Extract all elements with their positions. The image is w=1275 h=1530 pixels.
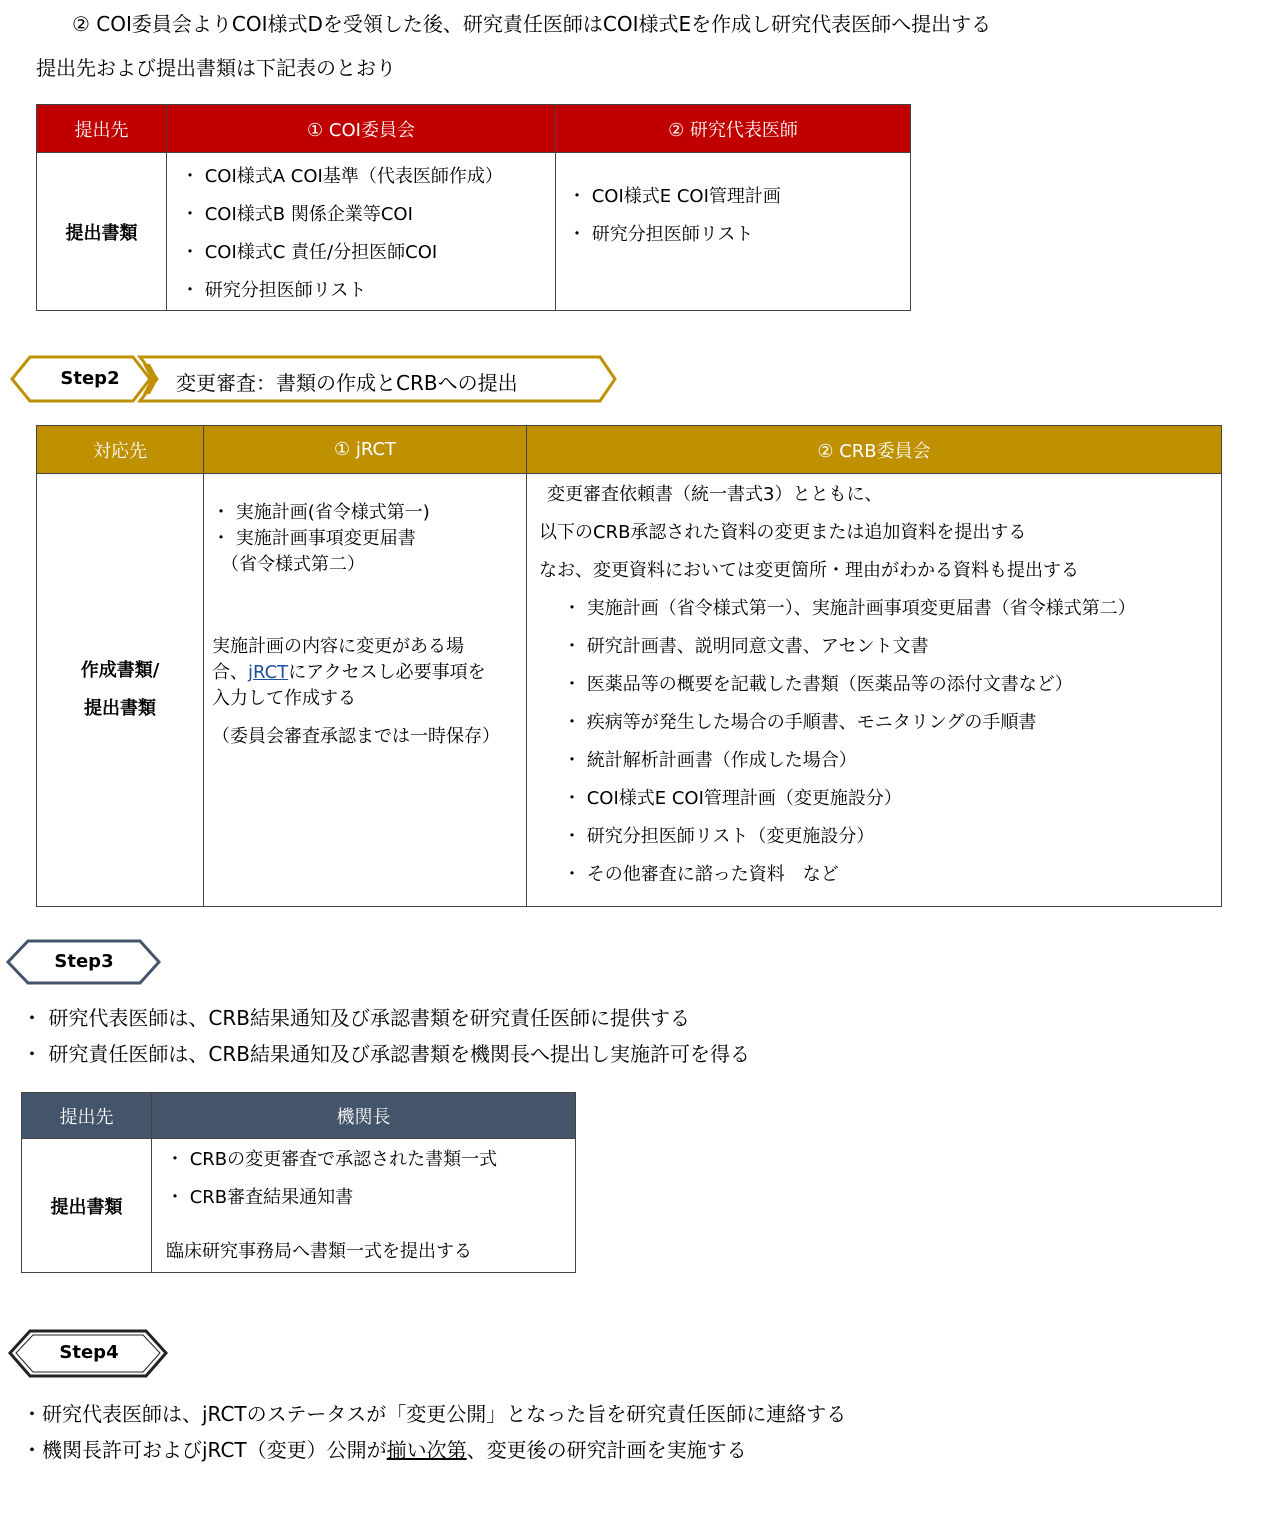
head-header-destination: 提出先: [22, 1093, 152, 1139]
list-item: ・ 実施計画事項変更届書: [212, 528, 416, 549]
crb-docs: [527, 474, 1222, 907]
list-item: ・ COI様式E COI管理計画: [568, 186, 781, 207]
coi-header-committee: ① COI委員会: [167, 105, 556, 153]
crb-intro-3: なお、変更資料においては変更箇所・理由がわかる資料も提出する: [539, 560, 1079, 581]
list-item: ・ 研究分担医師リスト: [181, 280, 367, 301]
jrct-note-2b: にアクセスし必要事項を: [288, 662, 486, 683]
list-item: （省令様式第二）: [212, 554, 365, 575]
list-item: ・ COI様式C 責任/分担医師COI: [181, 242, 438, 263]
crb-row-label: [37, 474, 204, 907]
list-item: ・ 疾病等が発生した場合の手順書、モニタリングの手順書: [563, 712, 1037, 733]
list-item: ・ COI様式B 関係企業等COI: [181, 204, 413, 225]
jrct-note-2: [212, 660, 526, 686]
step4-line-2-underlined: 揃い次第: [386, 1438, 467, 1462]
list-item: ・ 研究分担医師リスト（変更施設分）: [563, 826, 875, 847]
coi-header-destination: 提出先: [37, 105, 167, 153]
head-row-label: 提出書類: [22, 1139, 152, 1273]
list-item: ・ COI様式E COI管理計画（変更施設分）: [563, 788, 902, 809]
head-docs: [152, 1139, 576, 1273]
intro-line-1: ② COI委員会よりCOI様式Dを受領した後、研究責任医師はCOI様式Eを作成し研究代表医師へ提出する: [72, 12, 992, 36]
coi-committee-docs: [167, 153, 556, 311]
list-item: ・ COI様式A COI基準（代表医師作成）: [181, 166, 503, 187]
list-item: ・ 実施計画(省令様式第一): [212, 502, 430, 523]
coi-row-label: 提出書類: [37, 153, 167, 311]
step3-badge: Step3: [54, 951, 114, 972]
step4-line-2b: 、変更後の研究計画を実施する: [466, 1438, 747, 1462]
crb-intro-1: 変更審査依頼書（統一書式3）とともに、: [547, 484, 883, 505]
list-item: ・ CRB審査結果通知書: [166, 1187, 354, 1208]
crb-row-label-1: 作成書類/: [80, 660, 160, 681]
head-header-head: 機関長: [152, 1093, 576, 1139]
head-submission-table: [21, 1092, 576, 1273]
jrct-note-3: 入力して作成する: [212, 688, 356, 709]
step3-bullet-2: ・ 研究責任医師は、CRB結果通知及び承認書類を機関長へ提出し実施許可を得る: [22, 1042, 750, 1066]
crb-header-crb: ② CRB委員会: [527, 426, 1222, 474]
coi-submission-table: [36, 104, 911, 311]
jrct-docs: [204, 474, 527, 907]
head-note: 臨床研究事務局へ書類一式を提出する: [166, 1241, 472, 1262]
step4-line-2: [22, 1434, 747, 1463]
crb-row-label-2: 提出書類: [84, 698, 156, 719]
jrct-note-1: 実施計画の内容に変更がある場: [212, 636, 464, 657]
list-item: ・ その他審査に諮った資料 など: [563, 864, 839, 885]
step4-line-2a: ・機関長許可およびjRCT（変更）公開が: [22, 1438, 387, 1462]
list-item: ・ 研究計画書、説明同意文書、アセント文書: [563, 636, 929, 657]
coi-pi-docs: [556, 153, 911, 311]
list-item: ・ 医薬品等の概要を記載した書類（医薬品等の添付文書など）: [563, 674, 1073, 695]
list-item: ・ 実施計画（省令様式第一）、実施計画事項変更届書（省令様式第二）: [563, 598, 1136, 619]
jrct-link[interactable]: jRCT: [248, 662, 289, 683]
jrct-note-2a: 合、: [212, 662, 248, 683]
coi-header-pi: ② 研究代表医師: [556, 105, 911, 153]
jrct-note-4: （委員会審査承認までは一時保存）: [212, 726, 500, 747]
step2-badge: Step2: [60, 368, 120, 389]
step3-bullet-1: ・ 研究代表医師は、CRB結果通知及び承認書類を研究責任医師に提供する: [22, 1006, 690, 1030]
crb-submission-table: [36, 425, 1222, 907]
step2-title: 変更審査：書類の作成とCRBへの提出: [176, 371, 518, 395]
list-item: ・ CRBの変更審査で承認された書類一式: [166, 1149, 498, 1170]
intro-line-2: 提出先および提出書類は下記表のとおり: [36, 56, 396, 80]
list-item: ・ 研究分担医師リスト: [568, 224, 754, 245]
crb-header-jrct: ① jRCT: [204, 426, 527, 474]
crb-header-target: 対応先: [37, 426, 204, 474]
step4-badge: Step4: [59, 1342, 119, 1363]
crb-intro-2: 以下のCRB承認された資料の変更または追加資料を提出する: [539, 522, 1027, 543]
list-item: ・ 統計解析計画書（作成した場合）: [563, 750, 857, 771]
step4-line-1: ・研究代表医師は、jRCTのステータスが「変更公開」となった旨を研究責任医師に連絡する: [22, 1402, 847, 1426]
